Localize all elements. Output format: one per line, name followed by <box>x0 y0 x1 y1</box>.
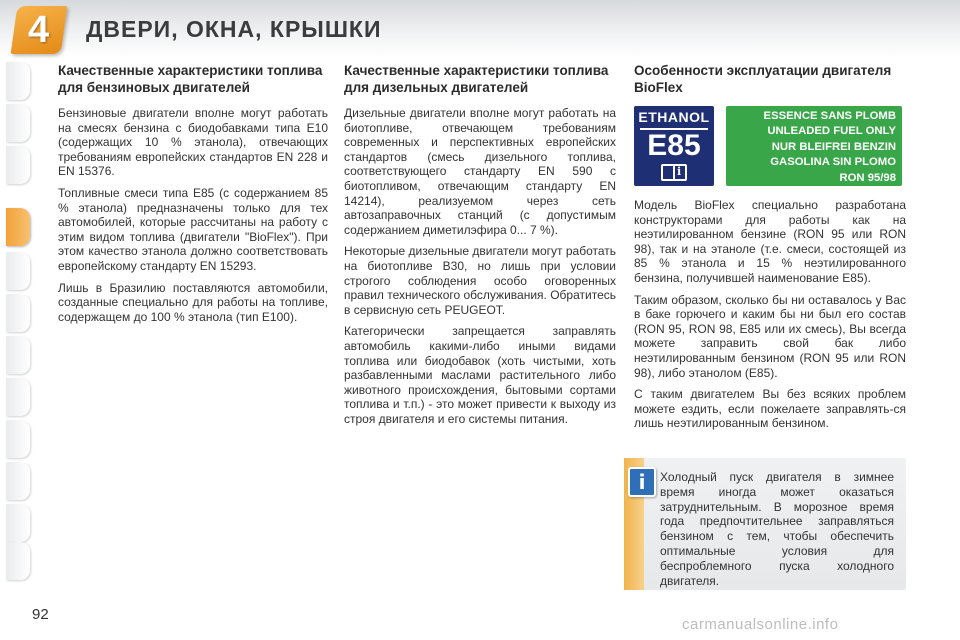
paragraph: Бензиновые двигатели вполне могут работать на смесях бензина с биодобавками типа E10 (содержащих 10 % этанола), отвечающих требованиям европейских стандартов EN 228 и EN 15376. <box>58 106 328 179</box>
section-heading-petrol: Качественные характеристики топлива для бензиновых двигателей <box>58 63 323 95</box>
side-tab-active[interactable] <box>6 208 30 246</box>
paragraph: Таким образом, сколько бы ни оставалось у Вас в баке горючего и каким бы ни был его состав (RON 95, RON 98, E85 или их смесь), Вы всегда можете заправить свой бак либо неэтилированным бензином (RON 95 или RON 98), либо этанолом (E85). <box>634 292 906 380</box>
side-tab[interactable] <box>6 504 30 542</box>
fuel-label-line: NUR BLEIFREI BENZIN <box>771 140 896 153</box>
paragraph: Категорически запрещается заправлять автомобиль какими-либо иными видами топлива или биодобавок (хоть чистыми, хоть разбавленными маслами растительного либо животного происхождения, бытовыми сортами топлива и т.п.) - это может привести к выходу из строя двигателя и его системы питания. <box>344 324 616 426</box>
section-heading-bioflex: Особенности эксплуатации двигателя BioFlex <box>634 63 892 95</box>
unleaded-fuel-label <box>726 106 902 186</box>
side-tab[interactable] <box>6 62 30 100</box>
side-tab[interactable] <box>6 294 30 332</box>
manual-book-icon <box>661 164 687 181</box>
side-tab[interactable] <box>6 104 30 142</box>
side-tab[interactable] <box>6 146 30 184</box>
chapter-tab <box>11 6 68 54</box>
side-tab[interactable] <box>6 252 30 290</box>
e85-label-big: E85 <box>647 129 701 162</box>
paragraph: Лишь в Бразилию поставляются автомобили, созданные специально для работы на топливе, содержащем до 100 % этанола (тип E100). <box>58 280 328 324</box>
paragraph: Дизельные двигатели вполне могут работать на биотопливе, отвечающем требованиям современных и перспективных европейских стандартов (смесь дизельного топлива, соответствующего стандарту EN 590 с биотопливом, отвечающим стандарту EN 14214), реализуемом через сеть автозаправочных станций (с допустимым содержанием диметилэфира 0... 7 %). <box>344 106 616 237</box>
e85-ethanol-label <box>634 106 714 186</box>
side-tab[interactable] <box>6 542 30 580</box>
fuel-label-line: ESSENCE SANS PLOMB <box>763 110 896 122</box>
info-icon: i <box>628 467 656 497</box>
column-petrol <box>58 62 328 331</box>
fuel-label-line: RON 95/98 <box>839 171 896 184</box>
fuel-label-line: UNLEADED FUEL ONLY <box>767 125 896 138</box>
fuel-labels <box>634 106 906 186</box>
info-box <box>624 458 906 590</box>
column-bioflex <box>634 62 906 438</box>
chapter-number: 4 <box>28 9 50 51</box>
section-heading-diesel: Качественные характеристики топлива для дизельных двигателей <box>344 63 609 95</box>
paragraph: Модель BioFlex специально разработана конструкторами для работы как на неэтилированном бензине (RON 95 или RON 98), так и на этаноле (т.е. смеси, состоящей из 85 % этанола и 15 % неэтилированного бензина, получившей наименование E85). <box>634 198 906 285</box>
side-tab[interactable] <box>6 420 30 458</box>
info-text: Холодный пуск двигателя в зимнее время иногда может оказаться затруднительным. В морозное время года предпочтительнее заправляться бензином с тем, чтобы обеспечить оптимальные условия для беспроблемного пуска холодного двигателя. <box>660 470 894 588</box>
column-diesel <box>344 62 616 433</box>
paragraph: Некоторые дизельные двигатели могут работать на биотопливе B30, но лишь при условии строгого соблюдения особо оговоренных правил технического обслуживания. Обратитесь в сервисную сеть PEUGEOT. <box>344 244 616 317</box>
side-tab[interactable] <box>6 378 30 416</box>
side-tab[interactable] <box>6 462 30 500</box>
e85-label-top: ETHANOL <box>638 109 710 125</box>
watermark: carmanualsonline.info <box>682 616 839 633</box>
paragraph: Топливные смеси типа E85 (с содержанием 85 % этанола) предназначены только для тех автомобилей, которые рассчитаны на работу с этим видом топлива (двигатели "BioFlex"). При этом качество этанола должно соответствовать европейскому стандарту EN 15293. <box>58 185 328 273</box>
chapter-title: ДВЕРИ, ОКНА, КРЫШКИ <box>86 16 382 42</box>
page-number: 92 <box>32 606 49 623</box>
side-tab[interactable] <box>6 336 30 374</box>
fuel-label-line: GASOLINA SIN PLOMO <box>770 156 896 169</box>
side-tab-strip <box>0 62 32 582</box>
paragraph: С таким двигателем Вы без всяких проблем можете ездить, если пожелаете заправлять-ся лишь неэтилированным бензином. <box>634 387 906 431</box>
